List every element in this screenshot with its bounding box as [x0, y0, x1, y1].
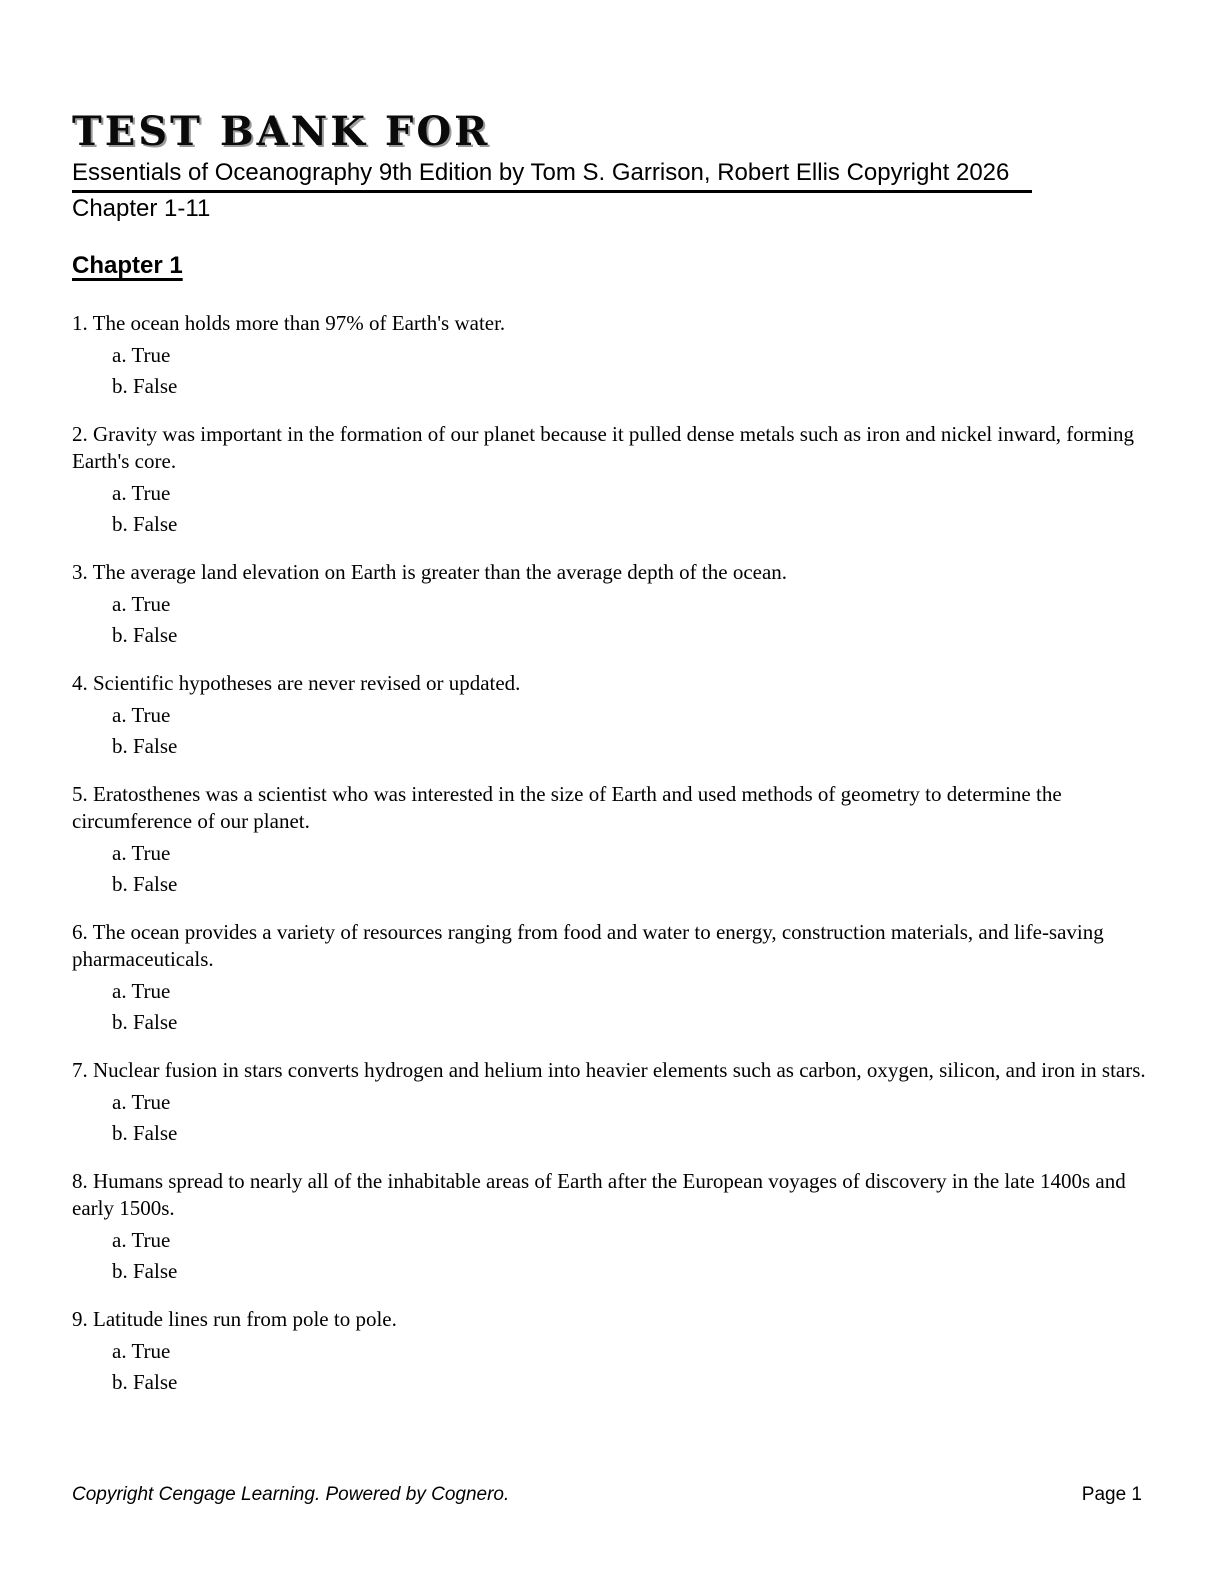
question-text: 7. Nuclear fusion in stars converts hydrogen and helium into heavier elements such as carbon, oxygen, silicon, and iron in stars.	[72, 1058, 1146, 1082]
chapter-range: Chapter 1-11	[72, 195, 211, 222]
option-a: a. True	[112, 1090, 171, 1114]
question-text: 4. Scientific hypotheses are never revised or updated.	[72, 671, 521, 695]
question-3	[72, 559, 1150, 648]
section-heading-text: Chapter 1	[72, 252, 183, 279]
question-4	[72, 670, 1150, 759]
section-heading	[72, 252, 1150, 280]
option-b: b. False	[112, 1259, 178, 1283]
question-text: 2. Gravity was important in the formation of our planet because it pulled dense metals such as iron and nickel inward, forming Earth's core.	[72, 422, 1134, 473]
document-footer	[72, 1484, 1142, 1506]
option-a: a. True	[112, 703, 171, 727]
question-8	[72, 1168, 1150, 1284]
option-a: a. True	[112, 481, 171, 505]
option-a: a. True	[112, 592, 171, 616]
option-b: b. False	[112, 1121, 178, 1145]
option-b: b. False	[112, 512, 178, 536]
question-text: 9. Latitude lines run from pole to pole.	[72, 1307, 397, 1331]
question-2	[72, 421, 1150, 537]
document-subtitle: Essentials of Oceanography 9th Edition by Tom S. Garrison, Robert Ellis Copyright 2026	[72, 160, 1032, 193]
option-b: b. False	[112, 374, 178, 398]
option-a: a. True	[112, 343, 171, 367]
document-title: TEST BANK FOR	[72, 108, 491, 155]
option-b: b. False	[112, 872, 178, 896]
option-a: a. True	[112, 1228, 171, 1252]
question-text: 6. The ocean provides a variety of resources ranging from food and water to energy, construction materials, and life-saving pharmaceuticals.	[72, 920, 1104, 971]
option-a: a. True	[112, 979, 171, 1003]
option-b: b. False	[112, 623, 178, 647]
question-7	[72, 1057, 1150, 1146]
option-a: a. True	[112, 841, 171, 865]
question-text: 3. The average land elevation on Earth is greater than the average depth of the ocean.	[72, 560, 788, 584]
question-text: 1. The ocean holds more than 97% of Earth's water.	[72, 311, 506, 335]
page-number: Page 1	[1081, 1484, 1142, 1505]
question-5	[72, 781, 1150, 897]
copyright-text: Copyright Cengage Learning. Powered by Cognero.	[72, 1484, 510, 1505]
question-text: 8. Humans spread to nearly all of the inhabitable areas of Earth after the European voyages of discovery in the late 1400s and early 1500s.	[72, 1169, 1126, 1220]
question-9	[72, 1306, 1150, 1395]
question-6	[72, 919, 1150, 1035]
document-header	[72, 110, 1150, 222]
option-a: a. True	[112, 1339, 171, 1363]
question-list	[72, 310, 1150, 1395]
question-1	[72, 310, 1150, 399]
option-b: b. False	[112, 734, 178, 758]
option-b: b. False	[112, 1010, 178, 1034]
option-b: b. False	[112, 1370, 178, 1394]
question-text: 5. Eratosthenes was a scientist who was interested in the size of Earth and used methods of geometry to determine the circumference of our planet.	[72, 782, 1062, 833]
